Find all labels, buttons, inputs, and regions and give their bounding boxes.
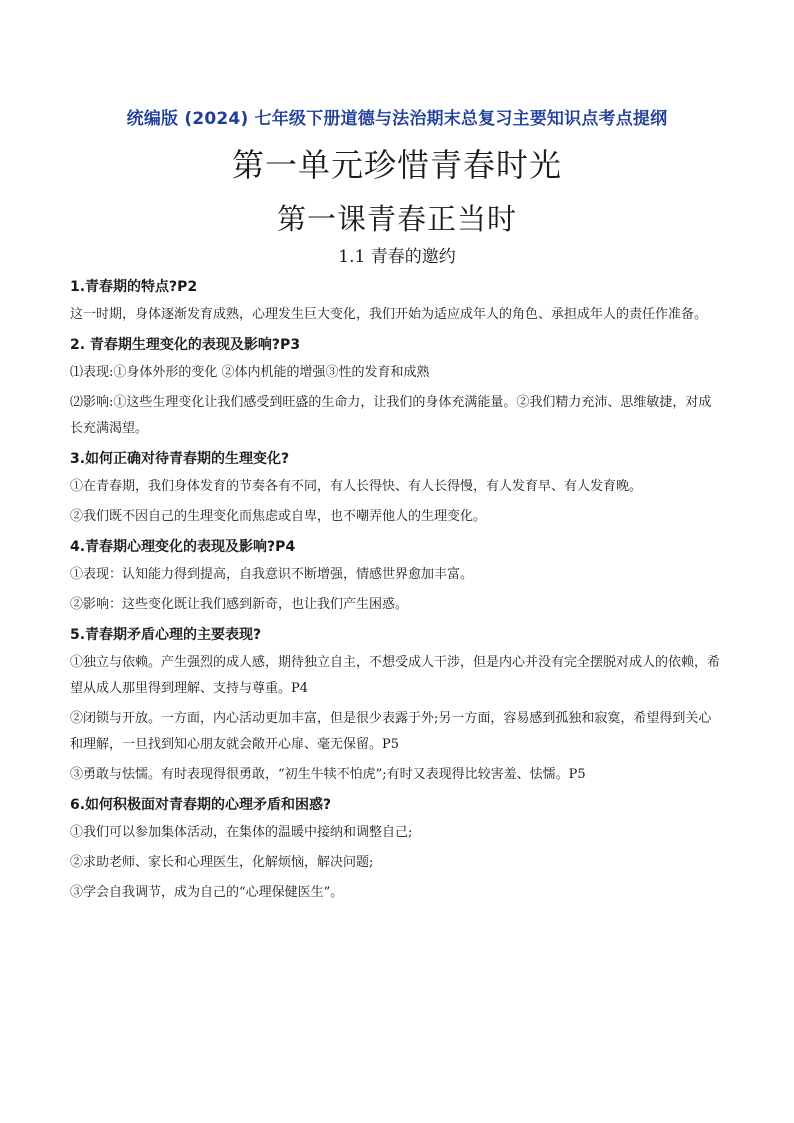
item-2 <box>70 334 724 442</box>
answer-paragraph: ⑵影响:①这些生理变化让我们感受到旺盛的生命力，让我们的身体充满能量。②我们精力充沛、思维敏捷，对成长充满渴望。 <box>70 395 712 436</box>
answer-paragraph: ③勇敢与怯懦。有时表现得很勇敢，“初生牛犊不怕虎”;有时又表现得比较害羞、怯懦。P5 <box>70 767 586 782</box>
question-heading: 1.青春期的特点?P2 <box>70 279 198 295</box>
answer-paragraph: ①在青春期，我们身体发育的节奏各有不同，有人长得快、有人长得慢，有人发育早、有人发育晚。 <box>70 479 643 494</box>
content-body <box>0 276 794 906</box>
item-4 <box>70 536 724 618</box>
unit-title: 第一单元珍惜青春时光 <box>231 146 562 184</box>
question-heading: 5.青春期矛盾心理的主要表现? <box>70 627 262 643</box>
answer-paragraph: ②我们既不因自己的生理变化而焦虑或自卑，也不嘲弄他人的生理变化。 <box>70 509 487 524</box>
answer-paragraph: ②闭锁与开放。一方面，内心活动更加丰富，但是很少表露于外;另一方面，容易感到孤独和寂寞，希望得到关心和理解，一旦找到知心朋友就会敞开心扉、毫无保留。P5 <box>70 711 712 752</box>
answer-paragraph: ②求助老师、家长和心理医生，化解烦恼，解决问题; <box>70 855 374 870</box>
lesson-title: 第一课青春正当时 <box>276 202 517 236</box>
document-title: 统编版 (2024) 七年级下册道德与法治期末总复习主要知识点考点提纲 <box>126 109 668 129</box>
answer-paragraph: 这一时期，身体逐渐发育成熟，心理发生巨大变化，我们开始为适应成年人的角色、承担成年人的责任作准备。 <box>70 307 708 322</box>
question-heading: 4.青春期心理变化的表现及影响?P4 <box>70 539 296 555</box>
section-title: 1.1 青春的邀约 <box>338 247 456 267</box>
answer-paragraph: ③学会自我调节，成为自己的“心理保健医生”。 <box>70 885 344 900</box>
item-5 <box>70 624 724 788</box>
question-heading: 2. 青春期生理变化的表现及影响?P3 <box>70 337 301 353</box>
question-heading: 6.如何积极面对青春期的心理矛盾和困惑? <box>70 797 332 813</box>
answer-paragraph: ⑴表现:①身体外形的变化 ②体内机能的增强③性的发育和成熟 <box>70 365 430 380</box>
item-1 <box>70 276 724 328</box>
question-heading: 3.如何正确对待青春期的生理变化? <box>70 451 290 467</box>
answer-paragraph: ②影响：这些变化既让我们感到新奇，也让我们产生困惑。 <box>70 597 409 612</box>
item-6 <box>70 794 724 906</box>
item-3 <box>70 448 724 530</box>
answer-paragraph: ①表现：认知能力得到提高，自我意识不断增强，情感世界愈加丰富。 <box>70 567 474 582</box>
answer-paragraph: ①独立与依赖。产生强烈的成人感，期待独立自主，不想受成人干涉，但是内心并没有完全摆脱对成人的依赖，希望从成人那里得到理解、支持与尊重。P4 <box>70 655 721 696</box>
answer-paragraph: ①我们可以参加集体活动，在集体的温暖中接纳和调整自己; <box>70 825 413 840</box>
